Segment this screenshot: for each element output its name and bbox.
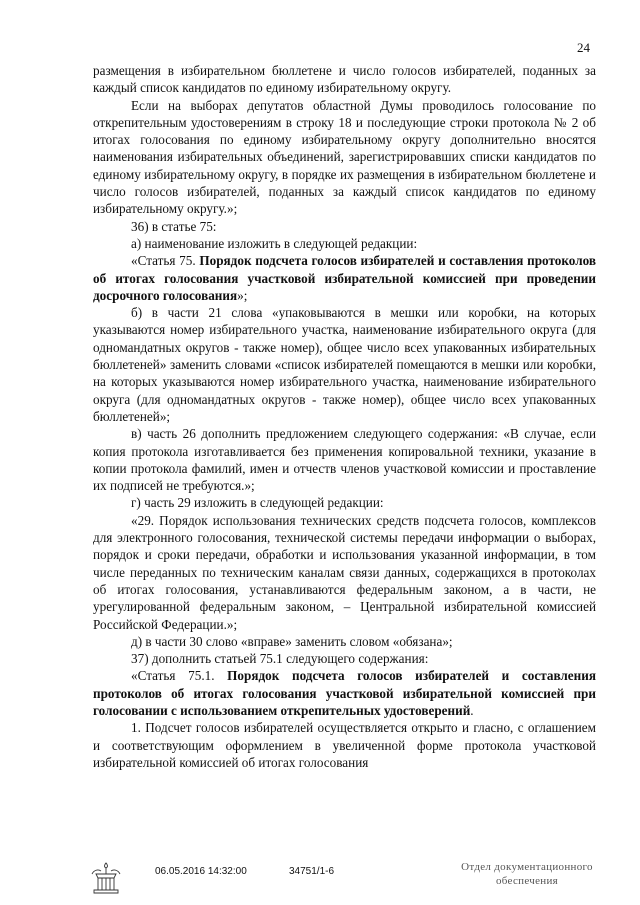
text-run: «29. Порядок использования технических средств подсчета голосов, комплексов для электронного голосования, технической системы передачи информации о выборах, порядок и сроки передачи, обработки и использования указанной информации, в том числе переданных по техническим каналам связи данных, содержащихся в протоколах об итогах голосования, устанавливаются федеральным законом, а в части, не урегулированной федеральным законом, – Центральной избирательной комиссией Российской Федерации.»; xyxy=(93,512,596,632)
paragraph xyxy=(93,235,596,252)
text-run: г) часть 29 изложить в следующей редакции: xyxy=(131,495,384,511)
footer-datetime: 06.05.2016 14:32:00 xyxy=(155,866,247,877)
text-run: . xyxy=(470,702,474,718)
regional-duma-emblem-icon xyxy=(88,860,124,896)
text-run: «Статья 75.1. xyxy=(131,668,228,684)
page-footer xyxy=(0,860,640,900)
paragraph xyxy=(93,252,596,304)
text-run: 36) в статье 75: xyxy=(131,218,217,234)
bold-text: Порядок подсчета голосов избирателей и составления протоколов об итогах голосования участковой избирательной комиссией при голосовании с использованием открепительных удостоверений xyxy=(93,668,596,718)
text-run: »; xyxy=(237,287,248,303)
paragraph xyxy=(93,512,596,633)
paragraph xyxy=(93,494,596,511)
paragraph xyxy=(93,650,596,667)
paragraph xyxy=(93,218,596,235)
paragraph xyxy=(93,304,596,425)
text-run: размещения в избирательном бюллетене и число голосов избирателей, поданных за каждый список кандидатов по единому избирательному округу. xyxy=(93,63,596,96)
text-run: Если на выборах депутатов областной Думы проводилось голосование по открепительным удостоверениям в строку 18 и последующие строки протокола № 2 об итогах голосования по единому избирательному округу дополнительно вносятся наименования избирательных объединений, зарегистрировавших списки кандидатов по единому избирательному округу, в порядке их размещения в избирательном бюллетене и число голосов избирателей, поданных за каждый список кандидатов по единому избирательному округу.»; xyxy=(93,97,596,217)
page-number: 24 xyxy=(577,40,590,55)
bold-text: Порядок подсчета голосов избирателей и составления протоколов об итогах голосования участковой избирательной комиссией при проведении досрочного голосования xyxy=(93,253,596,303)
paragraph xyxy=(93,62,596,97)
department-line-2: обеспечения xyxy=(495,875,559,887)
paragraph xyxy=(93,633,596,650)
text-run: д) в части 30 слово «вправе» заменить словом «обязана»; xyxy=(131,633,453,649)
department-line-1: Отдел документационного xyxy=(461,861,593,873)
text-run: 1. Подсчет голосов избирателей осуществляется открыто и гласно, с оглашением и соответствующим оформлением в увеличенной форме протокола участковой избирательной комиссией об итогах голосования xyxy=(93,720,596,770)
text-run: в) часть 26 дополнить предложением следующего содержания: «В случае, если копия протокола изготавливается без применения копировальной техники, указание в копии протокола фамилий, имен и отчеств членов участковой комиссии и проставление их подписей не требуются.»; xyxy=(93,426,596,494)
text-run: а) наименование изложить в следующей редакции: xyxy=(131,235,418,251)
text-run: «Статья 75. xyxy=(131,253,200,269)
text-run: 37) дополнить статьей 75.1 следующего содержания: xyxy=(131,651,429,667)
paragraph xyxy=(93,667,596,719)
paragraph xyxy=(93,719,596,771)
paragraph xyxy=(93,425,596,494)
footer-document-number: 34751/1-6 xyxy=(289,866,335,877)
document-body xyxy=(93,62,596,771)
text-run: б) в части 21 слова «упаковываются в мешки или коробки, на которых указываются номер избирательного участка, наименование избирательного округа (для одномандатных округов - также номер), общее число всех упакованных избирательных бюллетеней» заменить словами «список избирателей помещаются в мешки или коробки, на которых указываются номер избирательного участка, наименование избирательного округа (для одномандатных округов - также номер), общее число всех упакованных бюллетеней»; xyxy=(93,305,596,424)
footer-department-stamp xyxy=(452,860,602,888)
paragraph xyxy=(93,97,596,218)
